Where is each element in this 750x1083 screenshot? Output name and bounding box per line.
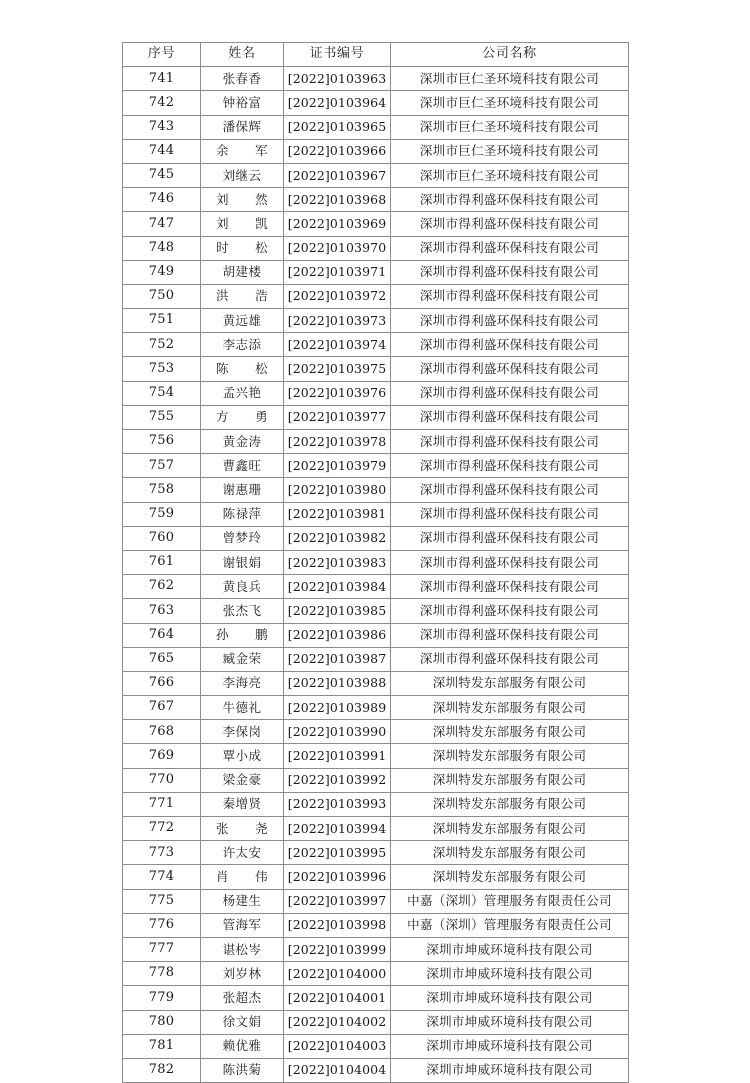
cell-certificate-number: [2022]0104000 bbox=[284, 962, 391, 986]
cell-company-name: 深圳特发东部服务有限公司 bbox=[391, 792, 629, 816]
cell-company-name: 深圳市得利盛环保科技有限公司 bbox=[391, 575, 629, 599]
cell-name: 许太安 bbox=[201, 841, 284, 865]
cell-name: 管海军 bbox=[201, 913, 284, 937]
cell-certificate-number: [2022]0104002 bbox=[284, 1010, 391, 1034]
cell-company-name: 深圳市得利盛环保科技有限公司 bbox=[391, 284, 629, 308]
cell-name: 黄金涛 bbox=[201, 430, 284, 454]
column-header-seq: 序号 bbox=[123, 43, 201, 67]
cell-seq: 753 bbox=[123, 357, 201, 381]
cell-seq: 757 bbox=[123, 454, 201, 478]
cell-certificate-number: [2022]0103994 bbox=[284, 817, 391, 841]
cell-company-name: 深圳市坤威环境科技有限公司 bbox=[391, 937, 629, 961]
table-row bbox=[123, 91, 629, 115]
cell-company-name: 深圳市得利盛环保科技有限公司 bbox=[391, 430, 629, 454]
cell-certificate-number: [2022]0103970 bbox=[284, 236, 391, 260]
cell-seq: 751 bbox=[123, 309, 201, 333]
cell-name: 牛德礼 bbox=[201, 696, 284, 720]
cell-company-name: 深圳市坤威环境科技有限公司 bbox=[391, 962, 629, 986]
table-row bbox=[123, 188, 629, 212]
cell-company-name: 深圳特发东部服务有限公司 bbox=[391, 865, 629, 889]
cell-company-name: 深圳市得利盛环保科技有限公司 bbox=[391, 405, 629, 429]
cell-name-text: 时松 bbox=[216, 240, 268, 256]
cell-seq: 756 bbox=[123, 430, 201, 454]
cell-certificate-number: [2022]0103974 bbox=[284, 333, 391, 357]
cell-seq: 744 bbox=[123, 139, 201, 163]
cell-name bbox=[201, 212, 284, 236]
cell-company-name: 深圳市得利盛环保科技有限公司 bbox=[391, 333, 629, 357]
cell-company-name: 深圳市得利盛环保科技有限公司 bbox=[391, 599, 629, 623]
cell-company-name: 深圳市巨仁圣环境科技有限公司 bbox=[391, 91, 629, 115]
cell-name-text: 孙鹏 bbox=[216, 627, 268, 643]
table-row bbox=[123, 647, 629, 671]
cell-name: 秦增贤 bbox=[201, 792, 284, 816]
table-row bbox=[123, 865, 629, 889]
table-row bbox=[123, 1034, 629, 1058]
cell-certificate-number: [2022]0103976 bbox=[284, 381, 391, 405]
table-row bbox=[123, 163, 629, 187]
cell-company-name: 深圳市得利盛环保科技有限公司 bbox=[391, 623, 629, 647]
cell-seq: 768 bbox=[123, 720, 201, 744]
cell-name bbox=[201, 357, 284, 381]
cell-seq: 770 bbox=[123, 768, 201, 792]
cell-name: 胡建楼 bbox=[201, 260, 284, 284]
table-row bbox=[123, 986, 629, 1010]
cell-name: 钟裕富 bbox=[201, 91, 284, 115]
cell-certificate-number: [2022]0103979 bbox=[284, 454, 391, 478]
cell-certificate-number: [2022]0103982 bbox=[284, 526, 391, 550]
cell-seq: 765 bbox=[123, 647, 201, 671]
table-row bbox=[123, 744, 629, 768]
cell-name: 刘岁林 bbox=[201, 962, 284, 986]
cell-certificate-number: [2022]0103983 bbox=[284, 550, 391, 574]
cell-certificate-number: [2022]0103978 bbox=[284, 430, 391, 454]
cell-name-text: 刘然 bbox=[216, 191, 268, 207]
table-row bbox=[123, 1010, 629, 1034]
cell-seq: 749 bbox=[123, 260, 201, 284]
table-row bbox=[123, 841, 629, 865]
cell-certificate-number: [2022]0103980 bbox=[284, 478, 391, 502]
cell-name: 徐文娟 bbox=[201, 1010, 284, 1034]
certificate-table bbox=[122, 42, 629, 1083]
table-row bbox=[123, 454, 629, 478]
table-row bbox=[123, 575, 629, 599]
cell-name: 杨建生 bbox=[201, 889, 284, 913]
cell-seq: 764 bbox=[123, 623, 201, 647]
cell-certificate-number: [2022]0103965 bbox=[284, 115, 391, 139]
cell-company-name: 深圳市得利盛环保科技有限公司 bbox=[391, 502, 629, 526]
cell-company-name: 深圳特发东部服务有限公司 bbox=[391, 768, 629, 792]
cell-certificate-number: [2022]0103988 bbox=[284, 671, 391, 695]
table-row bbox=[123, 937, 629, 961]
cell-seq: 779 bbox=[123, 986, 201, 1010]
cell-company-name: 深圳市巨仁圣环境科技有限公司 bbox=[391, 67, 629, 91]
cell-name: 潘保辉 bbox=[201, 115, 284, 139]
cell-seq: 775 bbox=[123, 889, 201, 913]
cell-name: 曹鑫旺 bbox=[201, 454, 284, 478]
cell-certificate-number: [2022]0103967 bbox=[284, 163, 391, 187]
cell-seq: 781 bbox=[123, 1034, 201, 1058]
cell-company-name: 深圳市得利盛环保科技有限公司 bbox=[391, 309, 629, 333]
table-row bbox=[123, 309, 629, 333]
table-row bbox=[123, 357, 629, 381]
cell-name-text: 肖伟 bbox=[216, 868, 268, 884]
cell-seq: 774 bbox=[123, 865, 201, 889]
cell-seq: 748 bbox=[123, 236, 201, 260]
table-row bbox=[123, 720, 629, 744]
cell-name bbox=[201, 817, 284, 841]
cell-company-name: 中嘉（深圳）管理服务有限责任公司 bbox=[391, 913, 629, 937]
cell-name-text: 刘凯 bbox=[216, 215, 268, 231]
cell-company-name: 深圳特发东部服务有限公司 bbox=[391, 720, 629, 744]
column-header-name: 姓名 bbox=[201, 43, 284, 67]
cell-name: 梁金豪 bbox=[201, 768, 284, 792]
cell-seq: 759 bbox=[123, 502, 201, 526]
cell-name: 黄远雄 bbox=[201, 309, 284, 333]
cell-name-text: 陈松 bbox=[216, 361, 268, 377]
cell-certificate-number: [2022]0103966 bbox=[284, 139, 391, 163]
cell-seq: 761 bbox=[123, 550, 201, 574]
cell-name: 李海亮 bbox=[201, 671, 284, 695]
cell-name-text: 方勇 bbox=[216, 409, 268, 425]
cell-name: 张超杰 bbox=[201, 986, 284, 1010]
cell-company-name: 深圳市得利盛环保科技有限公司 bbox=[391, 381, 629, 405]
table-row bbox=[123, 139, 629, 163]
cell-name: 李志添 bbox=[201, 333, 284, 357]
cell-seq: 745 bbox=[123, 163, 201, 187]
table-row bbox=[123, 236, 629, 260]
cell-seq: 760 bbox=[123, 526, 201, 550]
cell-name: 曾梦玲 bbox=[201, 526, 284, 550]
cell-name-text: 余军 bbox=[216, 143, 268, 159]
cell-company-name: 深圳市得利盛环保科技有限公司 bbox=[391, 188, 629, 212]
cell-name: 赖优雅 bbox=[201, 1034, 284, 1058]
cell-certificate-number: [2022]0103991 bbox=[284, 744, 391, 768]
cell-name: 张杰飞 bbox=[201, 599, 284, 623]
table-row bbox=[123, 962, 629, 986]
table-row bbox=[123, 212, 629, 236]
cell-certificate-number: [2022]0103964 bbox=[284, 91, 391, 115]
cell-name: 臧金荣 bbox=[201, 647, 284, 671]
cell-certificate-number: [2022]0103975 bbox=[284, 357, 391, 381]
table-row bbox=[123, 405, 629, 429]
table-header-row bbox=[123, 43, 629, 67]
cell-company-name: 深圳特发东部服务有限公司 bbox=[391, 744, 629, 768]
cell-seq: 754 bbox=[123, 381, 201, 405]
cell-company-name: 深圳特发东部服务有限公司 bbox=[391, 841, 629, 865]
cell-name: 张春香 bbox=[201, 67, 284, 91]
cell-seq: 766 bbox=[123, 671, 201, 695]
table-row bbox=[123, 115, 629, 139]
cell-certificate-number: [2022]0103998 bbox=[284, 913, 391, 937]
cell-seq: 741 bbox=[123, 67, 201, 91]
table-row bbox=[123, 526, 629, 550]
cell-seq: 746 bbox=[123, 188, 201, 212]
table-header bbox=[123, 43, 629, 67]
cell-company-name: 深圳市得利盛环保科技有限公司 bbox=[391, 260, 629, 284]
cell-company-name: 深圳市得利盛环保科技有限公司 bbox=[391, 454, 629, 478]
table-row bbox=[123, 381, 629, 405]
cell-name bbox=[201, 405, 284, 429]
cell-seq: 769 bbox=[123, 744, 201, 768]
cell-name bbox=[201, 236, 284, 260]
cell-company-name: 深圳市得利盛环保科技有限公司 bbox=[391, 550, 629, 574]
cell-name: 覃小成 bbox=[201, 744, 284, 768]
cell-company-name: 深圳市巨仁圣环境科技有限公司 bbox=[391, 139, 629, 163]
table-body bbox=[123, 67, 629, 1083]
cell-seq: 763 bbox=[123, 599, 201, 623]
cell-company-name: 中嘉（深圳）管理服务有限责任公司 bbox=[391, 889, 629, 913]
table-row bbox=[123, 478, 629, 502]
cell-seq: 771 bbox=[123, 792, 201, 816]
cell-certificate-number: [2022]0103993 bbox=[284, 792, 391, 816]
cell-seq: 777 bbox=[123, 937, 201, 961]
table-row bbox=[123, 284, 629, 308]
cell-company-name: 深圳特发东部服务有限公司 bbox=[391, 696, 629, 720]
cell-company-name: 深圳市得利盛环保科技有限公司 bbox=[391, 478, 629, 502]
cell-company-name: 深圳市得利盛环保科技有限公司 bbox=[391, 357, 629, 381]
cell-certificate-number: [2022]0103963 bbox=[284, 67, 391, 91]
cell-certificate-number: [2022]0103973 bbox=[284, 309, 391, 333]
cell-name: 谢惠珊 bbox=[201, 478, 284, 502]
cell-company-name: 深圳市得利盛环保科技有限公司 bbox=[391, 647, 629, 671]
cell-seq: 747 bbox=[123, 212, 201, 236]
cell-certificate-number: [2022]0103986 bbox=[284, 623, 391, 647]
cell-certificate-number: [2022]0104003 bbox=[284, 1034, 391, 1058]
cell-company-name: 深圳市坤威环境科技有限公司 bbox=[391, 1058, 629, 1082]
table-row bbox=[123, 333, 629, 357]
cell-name bbox=[201, 188, 284, 212]
cell-seq: 755 bbox=[123, 405, 201, 429]
cell-seq: 762 bbox=[123, 575, 201, 599]
cell-certificate-number: [2022]0103985 bbox=[284, 599, 391, 623]
cell-certificate-number: [2022]0103989 bbox=[284, 696, 391, 720]
cell-name bbox=[201, 139, 284, 163]
cell-certificate-number: [2022]0103999 bbox=[284, 937, 391, 961]
table-row bbox=[123, 889, 629, 913]
cell-name: 孟兴艳 bbox=[201, 381, 284, 405]
cell-seq: 767 bbox=[123, 696, 201, 720]
cell-certificate-number: [2022]0104004 bbox=[284, 1058, 391, 1082]
cell-company-name: 深圳特发东部服务有限公司 bbox=[391, 817, 629, 841]
cell-company-name: 深圳市坤威环境科技有限公司 bbox=[391, 986, 629, 1010]
cell-seq: 776 bbox=[123, 913, 201, 937]
cell-seq: 782 bbox=[123, 1058, 201, 1082]
table-row bbox=[123, 260, 629, 284]
cell-certificate-number: [2022]0103995 bbox=[284, 841, 391, 865]
cell-certificate-number: [2022]0103971 bbox=[284, 260, 391, 284]
cell-company-name: 深圳特发东部服务有限公司 bbox=[391, 671, 629, 695]
cell-certificate-number: [2022]0103977 bbox=[284, 405, 391, 429]
cell-name: 刘继云 bbox=[201, 163, 284, 187]
column-header-company: 公司名称 bbox=[391, 43, 629, 67]
cell-company-name: 深圳市得利盛环保科技有限公司 bbox=[391, 526, 629, 550]
cell-certificate-number: [2022]0103990 bbox=[284, 720, 391, 744]
cell-name bbox=[201, 284, 284, 308]
cell-certificate-number: [2022]0103987 bbox=[284, 647, 391, 671]
table-row bbox=[123, 913, 629, 937]
cell-seq: 758 bbox=[123, 478, 201, 502]
table-row bbox=[123, 696, 629, 720]
cell-seq: 780 bbox=[123, 1010, 201, 1034]
cell-certificate-number: [2022]0103968 bbox=[284, 188, 391, 212]
cell-name: 李保岗 bbox=[201, 720, 284, 744]
cell-certificate-number: [2022]0103996 bbox=[284, 865, 391, 889]
cell-name-text: 洪浩 bbox=[216, 288, 268, 304]
cell-certificate-number: [2022]0103984 bbox=[284, 575, 391, 599]
cell-name bbox=[201, 623, 284, 647]
table-row bbox=[123, 817, 629, 841]
cell-company-name: 深圳市坤威环境科技有限公司 bbox=[391, 1034, 629, 1058]
table-row bbox=[123, 550, 629, 574]
table-row bbox=[123, 430, 629, 454]
table-row bbox=[123, 599, 629, 623]
cell-seq: 772 bbox=[123, 817, 201, 841]
cell-seq: 773 bbox=[123, 841, 201, 865]
cell-name bbox=[201, 865, 284, 889]
table-row bbox=[123, 67, 629, 91]
table-row bbox=[123, 671, 629, 695]
certificate-table-container bbox=[122, 42, 628, 1083]
cell-name: 谌松岑 bbox=[201, 937, 284, 961]
cell-name: 陈禄萍 bbox=[201, 502, 284, 526]
table-row bbox=[123, 623, 629, 647]
cell-certificate-number: [2022]0103997 bbox=[284, 889, 391, 913]
cell-seq: 742 bbox=[123, 91, 201, 115]
cell-certificate-number: [2022]0103992 bbox=[284, 768, 391, 792]
cell-seq: 743 bbox=[123, 115, 201, 139]
cell-company-name: 深圳市巨仁圣环境科技有限公司 bbox=[391, 163, 629, 187]
table-row bbox=[123, 768, 629, 792]
cell-certificate-number: [2022]0104001 bbox=[284, 986, 391, 1010]
cell-name: 谢银娟 bbox=[201, 550, 284, 574]
cell-certificate-number: [2022]0103972 bbox=[284, 284, 391, 308]
cell-company-name: 深圳市得利盛环保科技有限公司 bbox=[391, 236, 629, 260]
cell-name: 黄良兵 bbox=[201, 575, 284, 599]
cell-seq: 750 bbox=[123, 284, 201, 308]
table-row bbox=[123, 792, 629, 816]
cell-company-name: 深圳市坤威环境科技有限公司 bbox=[391, 1010, 629, 1034]
cell-certificate-number: [2022]0103981 bbox=[284, 502, 391, 526]
cell-seq: 778 bbox=[123, 962, 201, 986]
column-header-cert-no: 证书编号 bbox=[284, 43, 391, 67]
cell-name: 陈洪菊 bbox=[201, 1058, 284, 1082]
table-row bbox=[123, 502, 629, 526]
cell-company-name: 深圳市得利盛环保科技有限公司 bbox=[391, 212, 629, 236]
cell-seq: 752 bbox=[123, 333, 201, 357]
cell-company-name: 深圳市巨仁圣环境科技有限公司 bbox=[391, 115, 629, 139]
table-row bbox=[123, 1058, 629, 1082]
cell-certificate-number: [2022]0103969 bbox=[284, 212, 391, 236]
cell-name-text: 张尧 bbox=[216, 820, 268, 836]
